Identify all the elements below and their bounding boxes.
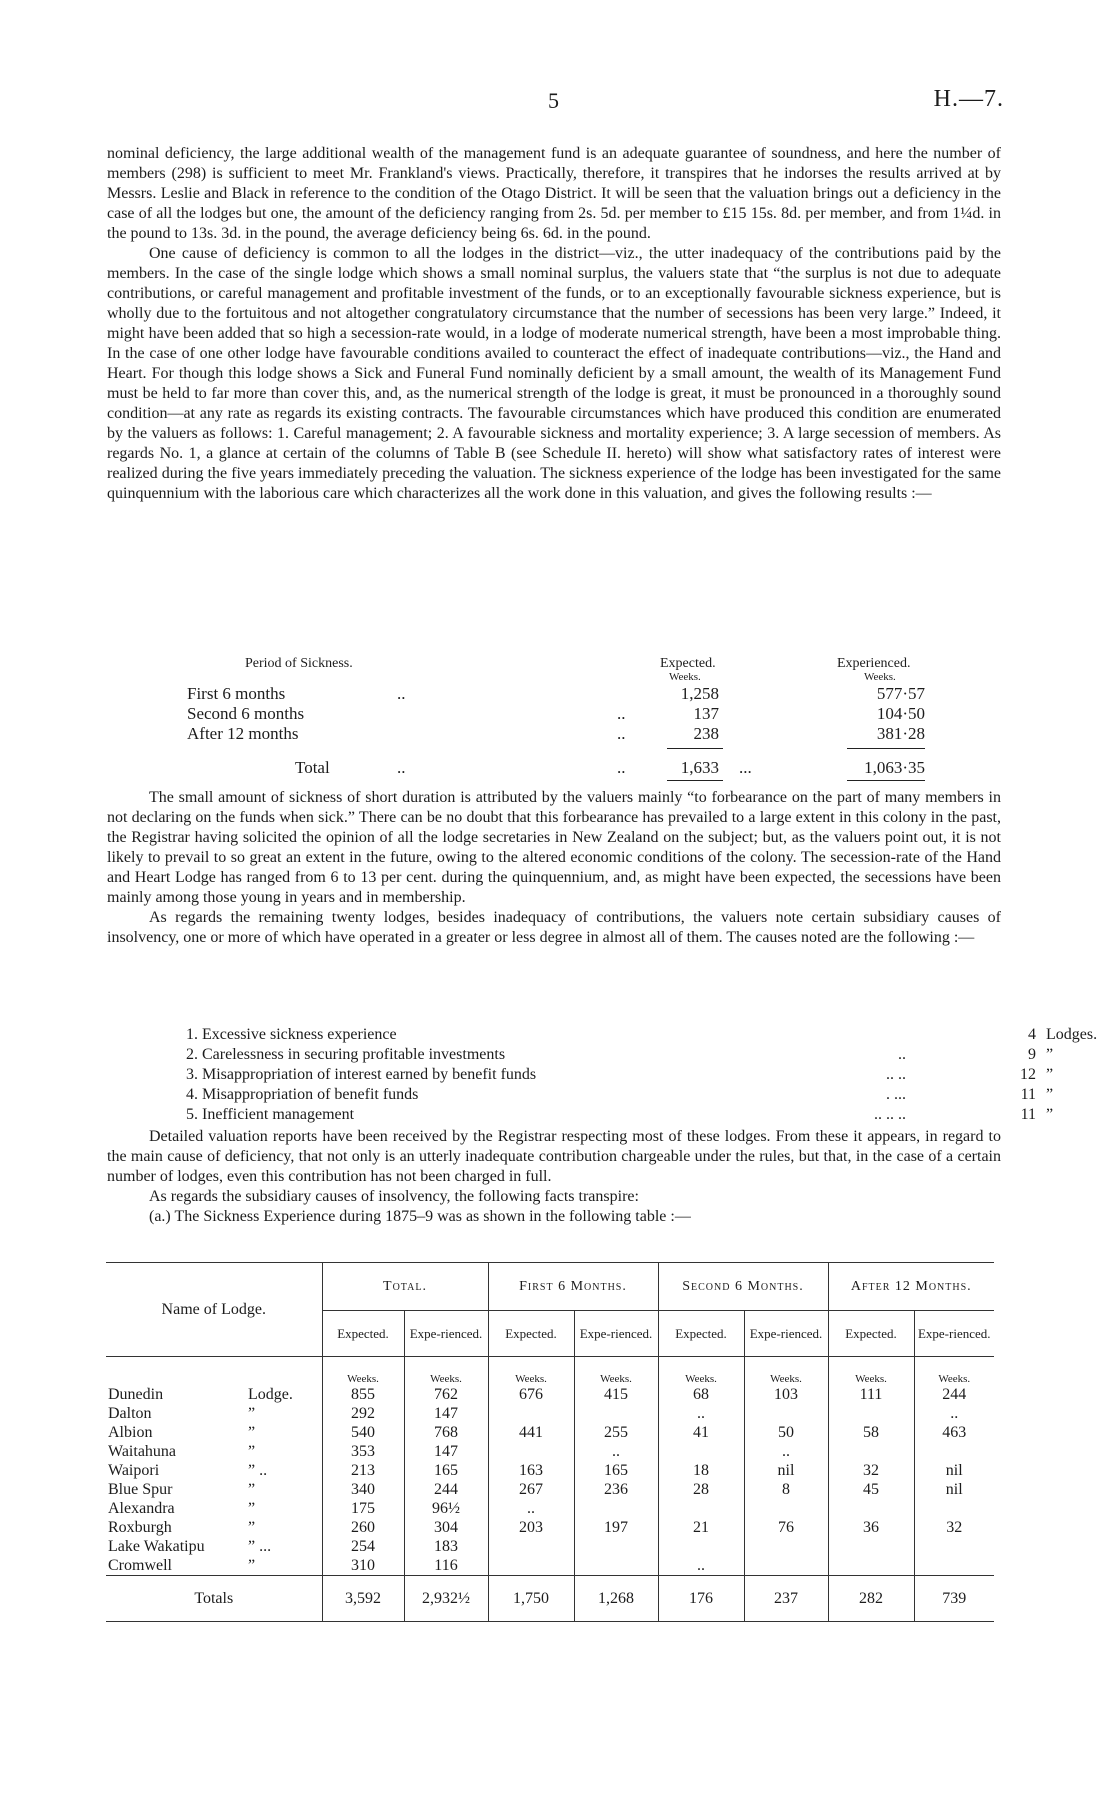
unit-label: Weeks. <box>669 671 701 683</box>
total-label: Total <box>295 758 330 777</box>
table-cell: 68 <box>658 1385 744 1404</box>
table-cell <box>658 1537 744 1556</box>
total-expected: 1,633 <box>680 758 719 777</box>
table-cell <box>828 1442 914 1461</box>
body-text-top <box>107 144 1001 504</box>
group-header-first-6-months: First 6 Months. <box>488 1263 658 1311</box>
paragraph: As regards the remaining twenty lodges, besides inadequacy of contributions, the valuers note certain subsidiary causes of insolvency, one or more of which have operated in a greater or less degree in almost all of them. The causes noted are the following :— <box>107 909 1001 946</box>
table-cell <box>574 1499 658 1518</box>
table-cell: 768 <box>404 1423 488 1442</box>
table-cell: 353 <box>322 1442 404 1461</box>
table-cell: .. <box>744 1442 828 1461</box>
lodge-name: Waitahuna <box>108 1443 177 1460</box>
group-header-total: Total. <box>322 1263 488 1311</box>
table-cell: 415 <box>574 1385 658 1404</box>
table-row <box>106 1404 994 1423</box>
table-cell <box>828 1499 914 1518</box>
lodge-name-cell <box>106 1442 322 1461</box>
lodge-name: Cromwell <box>108 1557 172 1574</box>
cause-unit: Lodges. <box>1046 1026 1098 1043</box>
table-cell: 1,750 <box>488 1576 574 1622</box>
table-cell <box>574 1537 658 1556</box>
table-cell <box>488 1404 574 1423</box>
period-label: After 12 months <box>187 724 299 743</box>
unit-label: Weeks. <box>744 1357 828 1386</box>
cause-unit: ” <box>1046 1086 1054 1103</box>
cause-label: 3. Misappropriation of interest earned by benefit funds <box>186 1066 537 1083</box>
cause-label: 4. Misappropriation of benefit funds <box>186 1086 419 1103</box>
leader-dots: .. <box>898 1046 906 1063</box>
lodge-name-cell <box>106 1556 322 1576</box>
unit-label: Weeks. <box>658 1357 744 1386</box>
unit-label: Weeks. <box>488 1357 574 1386</box>
table-cell <box>488 1442 574 1461</box>
table-cell: 855 <box>322 1385 404 1404</box>
table-cell <box>744 1499 828 1518</box>
table-cell: .. <box>488 1499 574 1518</box>
table-cell: 18 <box>658 1461 744 1480</box>
table-cell <box>828 1404 914 1423</box>
cause-count: 9 <box>1028 1046 1036 1063</box>
table-cell <box>828 1537 914 1556</box>
table-cell: 183 <box>404 1537 488 1556</box>
table-cell: 45 <box>828 1480 914 1499</box>
lodge-suffix: ” <box>248 1424 256 1441</box>
subheader-experienced: Expe-rienced. <box>914 1311 994 1357</box>
table-cell <box>914 1556 994 1576</box>
table-row <box>106 1423 994 1442</box>
cause-unit: ” <box>1046 1066 1054 1083</box>
table-cell: .. <box>658 1556 744 1576</box>
column-header-lodge-name: Name of Lodge. <box>106 1263 322 1357</box>
table-cell: 8 <box>744 1480 828 1499</box>
table-cell: nil <box>914 1480 994 1499</box>
experienced-value: 577·57 <box>876 684 925 703</box>
table-cell: 441 <box>488 1423 574 1442</box>
table-cell: 41 <box>658 1423 744 1442</box>
table-cell: 203 <box>488 1518 574 1537</box>
table-cell: 175 <box>322 1499 404 1518</box>
table-cell: nil <box>914 1461 994 1480</box>
table-cell: 1,268 <box>574 1576 658 1622</box>
table-cell: 310 <box>322 1556 404 1576</box>
list-item <box>186 1085 1054 1105</box>
unit-label: Weeks. <box>322 1357 404 1386</box>
list-item <box>186 1105 1054 1125</box>
leader-dots: .. <box>617 704 626 723</box>
table-cell: nil <box>744 1461 828 1480</box>
unit-label: Weeks. <box>864 671 896 683</box>
page-number: 5 <box>548 88 559 113</box>
lodge-suffix: ” <box>248 1500 256 1517</box>
table-cell: 267 <box>488 1480 574 1499</box>
table-cell: 292 <box>322 1404 404 1423</box>
group-header-after-12-months: After 12 Months. <box>828 1263 994 1311</box>
causes-list <box>186 1025 1098 1125</box>
leader-dots: .. <box>617 724 626 743</box>
table-cell: 2,932½ <box>404 1576 488 1622</box>
cause-count: 4 <box>1028 1026 1036 1043</box>
subheader-experienced: Expe-rienced. <box>574 1311 658 1357</box>
table-cell: 21 <box>658 1518 744 1537</box>
lodge-suffix: ” <box>248 1481 256 1498</box>
table-row <box>106 1461 994 1480</box>
column-header-experienced: Experienced. <box>837 656 911 671</box>
lodge-name: Roxburgh <box>108 1519 172 1536</box>
table-row <box>106 1499 994 1518</box>
leader-dots: .. <box>617 758 626 777</box>
unit-label: Weeks. <box>914 1357 994 1386</box>
subheader-expected: Expected. <box>828 1311 914 1357</box>
table-cell <box>744 1537 828 1556</box>
table-cell: 111 <box>828 1385 914 1404</box>
lodge-suffix: Lodge. <box>248 1386 293 1403</box>
totals-label: Totals <box>194 1589 234 1607</box>
table-cell <box>744 1404 828 1423</box>
paragraph: As regards the subsidiary causes of insolvency, the following facts transpire: <box>149 1188 639 1205</box>
table-cell: 165 <box>404 1461 488 1480</box>
table-cell: 3,592 <box>322 1576 404 1622</box>
table-cell <box>914 1537 994 1556</box>
table-cell: 282 <box>828 1576 914 1622</box>
subheader-experienced: Expe-rienced. <box>404 1311 488 1357</box>
lodge-name-cell <box>106 1461 322 1480</box>
lodge-name: Lake Wakatipu <box>108 1538 205 1555</box>
table-cell: 676 <box>488 1385 574 1404</box>
table-cell: 254 <box>322 1537 404 1556</box>
column-header-period: Period of Sickness. <box>245 656 353 671</box>
sum-rule <box>667 748 723 749</box>
lodge-suffix: ” <box>248 1557 256 1574</box>
cause-unit: ” <box>1046 1046 1054 1063</box>
cause-count: 11 <box>1020 1106 1036 1123</box>
table-cell: 739 <box>914 1576 994 1622</box>
cause-unit: ” <box>1046 1106 1054 1123</box>
table-cell: 103 <box>744 1385 828 1404</box>
column-header-expected: Expected. <box>660 656 716 671</box>
table-cell: .. <box>914 1404 994 1423</box>
table-cell: 540 <box>322 1423 404 1442</box>
table-cell: 244 <box>914 1385 994 1404</box>
body-text-middle <box>107 788 1001 948</box>
table-cell <box>574 1556 658 1576</box>
table-row <box>106 1385 994 1404</box>
unit-label: Weeks. <box>828 1357 914 1386</box>
leader-dots: .. .. <box>886 1066 906 1083</box>
lodge-name: Dunedin <box>108 1386 164 1403</box>
double-rule <box>667 780 723 781</box>
table-cell: 255 <box>574 1423 658 1442</box>
table-cell: 50 <box>744 1423 828 1442</box>
table-cell <box>658 1499 744 1518</box>
table-cell <box>658 1442 744 1461</box>
unit-label: Weeks. <box>574 1357 658 1386</box>
lodge-name: Alexandra <box>108 1500 175 1517</box>
document-reference: H.—7. <box>933 86 1004 112</box>
leader-dots: .. .. .. <box>874 1106 906 1123</box>
expected-value: 1,258 <box>680 684 719 703</box>
table-cell: 236 <box>574 1480 658 1499</box>
list-item <box>186 1045 1054 1065</box>
period-label: Second 6 months <box>187 704 305 723</box>
subheader-experienced: Expe-rienced. <box>744 1311 828 1357</box>
table-cell <box>574 1404 658 1423</box>
lodge-sickness-table <box>106 1262 994 1622</box>
expected-value: 238 <box>693 724 719 743</box>
group-header-second-6-months: Second 6 Months. <box>658 1263 828 1311</box>
experienced-value: 104·50 <box>876 704 925 723</box>
lodge-name: Dalton <box>108 1405 152 1422</box>
list-item <box>186 1065 1054 1085</box>
table-cell: 76 <box>744 1518 828 1537</box>
table-cell: 197 <box>574 1518 658 1537</box>
table-row <box>106 1442 994 1461</box>
table-cell: 463 <box>914 1423 994 1442</box>
leader-dots: . ... <box>886 1086 906 1103</box>
lodge-suffix: ” <box>248 1519 256 1536</box>
lodge-suffix: ” <box>248 1405 256 1422</box>
table-cell: 244 <box>404 1480 488 1499</box>
table-cell: 304 <box>404 1518 488 1537</box>
cause-count: 11 <box>1020 1086 1036 1103</box>
cause-label: 5. Inefficient management <box>186 1106 355 1123</box>
sum-rule <box>847 748 925 749</box>
lodge-suffix: ” .. <box>248 1462 268 1479</box>
paragraph: nominal deficiency, the large additional wealth of the management fund is an adequate guarantee of soundness, and here the number of members (298) is sufficient to meet Mr. Frankland's views. Practically, therefore, it transpires that he indorses the results arrived at by Messrs. Leslie and Black in reference to the condition of the Otago District. It will be seen that the valuation brings out a deficiency in the case of all the lodges but one, the amount of the deficiency ranging from 2s. 5d. per member to £15 15s. 8d. per member, and from 1¼d. in the pound to 13s. 3d. in the pound, the average deficiency being 6s. 6d. in the pound. <box>107 145 1001 242</box>
table-cell <box>488 1556 574 1576</box>
table-row <box>106 1518 994 1537</box>
lodge-suffix: ” <box>248 1443 256 1460</box>
table-cell <box>914 1499 994 1518</box>
table-cell: 176 <box>658 1576 744 1622</box>
subheader-expected: Expected. <box>322 1311 404 1357</box>
lodge-name-cell <box>106 1537 322 1556</box>
table-cell: 28 <box>658 1480 744 1499</box>
lodge-name-cell <box>106 1423 322 1442</box>
table-cell: 163 <box>488 1461 574 1480</box>
table-cell <box>744 1556 828 1576</box>
paragraph: (a.) The Sickness Experience during 1875–9 was as shown in the following table :— <box>149 1208 691 1225</box>
body-text-bottom <box>107 1127 1001 1227</box>
table-cell: 36 <box>828 1518 914 1537</box>
total-experienced: 1,063·35 <box>864 758 925 777</box>
cause-label: 2. Carelessness in securing profitable investments <box>186 1046 506 1063</box>
subheader-expected: Expected. <box>658 1311 744 1357</box>
experienced-value: 381·28 <box>876 724 925 743</box>
table-row <box>106 1537 994 1556</box>
table-row <box>106 1556 994 1576</box>
table-cell: 96½ <box>404 1499 488 1518</box>
cause-count: 12 <box>1020 1066 1036 1083</box>
period-label: First 6 months <box>187 684 286 703</box>
lodge-name: Albion <box>108 1424 153 1441</box>
paragraph: One cause of deficiency is common to all the lodges in the district—viz., the utter inadequacy of the contributions paid by the members. In the case of the single lodge which shows a small nominal surplus, the valuers state that “the surplus is not due to adequate contributions, or careful management and profitable investment of the funds, or to an exceptionally favourable sickness experience, but is wholly due to the fortuitous and not altogether congratulatory circumstance that the number of secessions has been very large.” Indeed, it might have been added that so high a secession-rate would, in a lodge of moderate numerical strength, have been a most improbable thing. In the case of one other lodge have favourable conditions availed to counteract the effect of inadequate contributions—viz., the Hand and Heart. For though this lodge shows a Sick and Funeral Fund nominally deficient by a small amount, the wealth of its Management Fund must be held to far more than cover this, and, as the numerical strength of the lodge is great, it must be pronounced in a thoroughly sound condition—at any rate as regards its existing contracts. The favourable circumstances which have produced this condition are enumerated by the valuers as follows: 1. Careful management; 2. A favourable sickness and mortality experience; 3. A large secession of members. As regards No. 1, a glance at certain of the columns of Table B (see Schedule II. hereto) will show what satisfactory rates of interest were realized during the five years immediately preceding the valuation. The sickness experience of the lodge has been investigated for the same quinquennium with the laborious care which characterizes all the work done in this valuation, and gives the following results :— <box>107 245 1001 502</box>
paragraph: Detailed valuation reports have been received by the Registrar respecting most of these lodges. From these it appears, in regard to the main cause of deficiency, that not only is an utterly inadequate contribution chargeable under the rules, but that, in the case of a certain number of lodges, even this contribution has not been charged in full. <box>107 1128 1001 1185</box>
table-cell: 32 <box>828 1461 914 1480</box>
table-cell: 58 <box>828 1423 914 1442</box>
leader-dots: ... <box>739 758 752 777</box>
cause-label: 1. Excessive sickness experience <box>186 1026 397 1043</box>
table-cell: 762 <box>404 1385 488 1404</box>
table-cell: .. <box>658 1404 744 1423</box>
lodge-name-cell <box>106 1480 322 1499</box>
totals-row <box>106 1576 994 1622</box>
lodge-name: Waipori <box>108 1462 160 1479</box>
table-cell <box>488 1537 574 1556</box>
table-cell: 32 <box>914 1518 994 1537</box>
table-cell <box>914 1442 994 1461</box>
leader-dots: .. <box>397 684 406 703</box>
unit-spacer <box>106 1357 322 1386</box>
expected-value: 137 <box>693 704 719 723</box>
lodge-suffix: ” ... <box>248 1538 272 1555</box>
table-cell: 147 <box>404 1404 488 1423</box>
paragraph: The small amount of sickness of short duration is attributed by the valuers mainly “to forbearance on the part of many members in not declaring on the funds when sick.” There can be no doubt that this forbearance has prevailed to a large extent in this colony in the past, the Registrar having solicited the opinion of all the lodge secretaries in New Zealand on the subject; but, as the valuers point out, it is not likely to prevail to so great an extent in the future, owing to the altered economic conditions of the colony. The secession-rate of the Hand and Heart Lodge has ranged from 6 to 13 per cent. during the quinquennium, and, as might have been expected, the secessions have been mainly among those young in years and in membership. <box>107 789 1001 906</box>
lodge-name-cell <box>106 1404 322 1423</box>
table-cell: .. <box>574 1442 658 1461</box>
table-cell: 213 <box>322 1461 404 1480</box>
table-cell <box>828 1556 914 1576</box>
table-cell: 260 <box>322 1518 404 1537</box>
subheader-expected: Expected. <box>488 1311 574 1357</box>
table-row <box>106 1480 994 1499</box>
double-rule <box>847 780 925 781</box>
lodge-name-cell <box>106 1518 322 1537</box>
table-cell: 147 <box>404 1442 488 1461</box>
leader-dots: .. <box>397 758 406 777</box>
table-cell: 340 <box>322 1480 404 1499</box>
unit-label: Weeks. <box>404 1357 488 1386</box>
lodge-name-cell <box>106 1385 322 1404</box>
table-cell: 116 <box>404 1556 488 1576</box>
lodge-name-cell <box>106 1499 322 1518</box>
table-cell: 237 <box>744 1576 828 1622</box>
lodge-name: Blue Spur <box>108 1481 173 1498</box>
sickness-summary-table <box>107 656 1001 782</box>
table-cell: 165 <box>574 1461 658 1480</box>
list-item <box>186 1025 1098 1045</box>
